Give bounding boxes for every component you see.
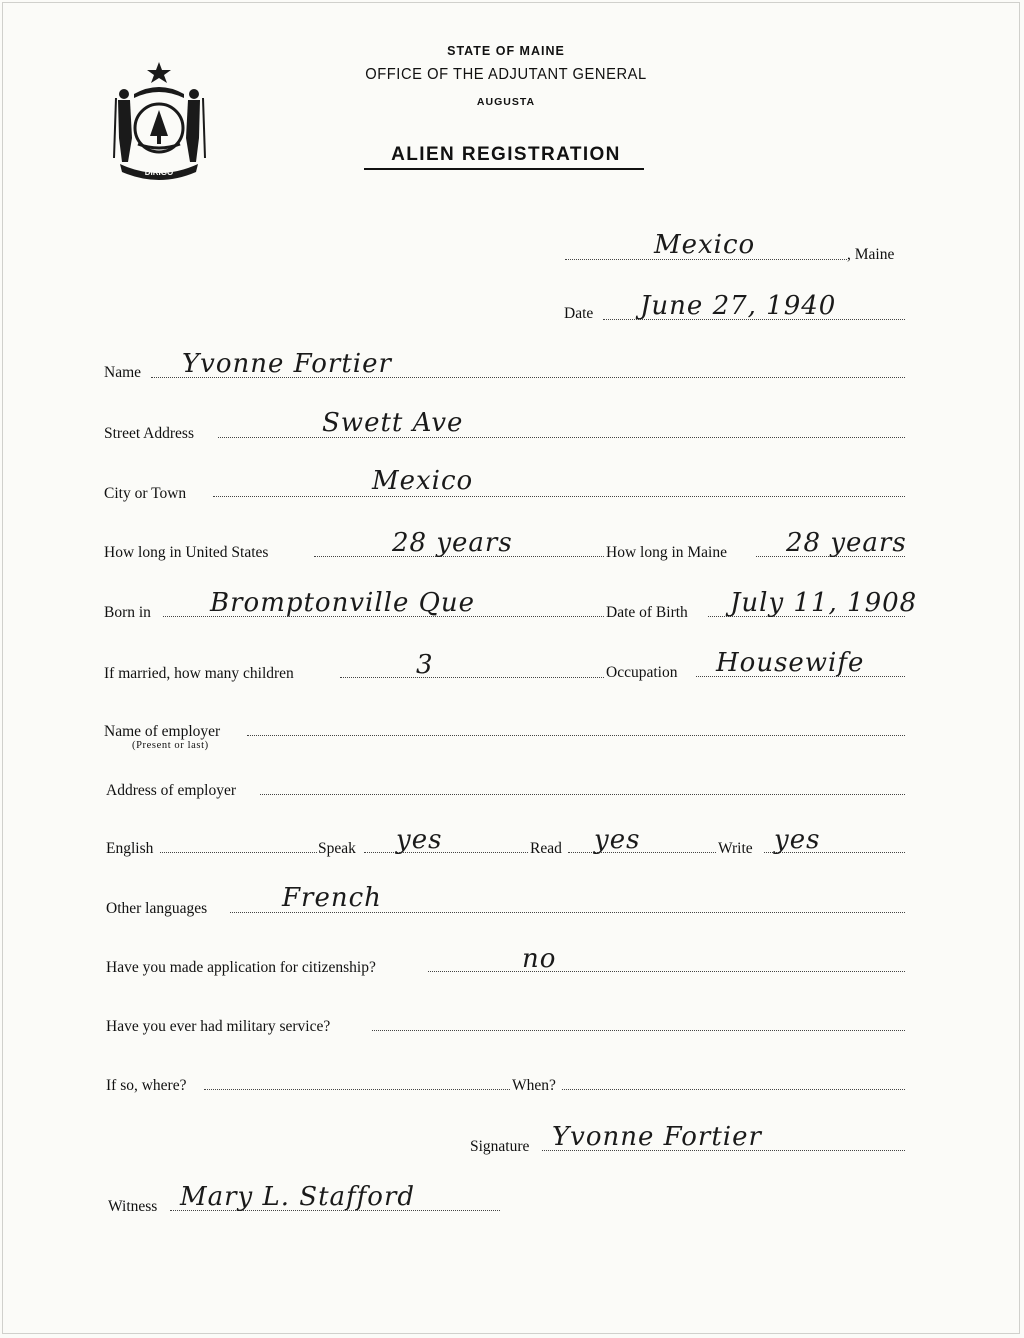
read-line — [568, 852, 716, 853]
witness-entry: Mary L. Stafford — [180, 1182, 416, 1212]
citizenship-label: Have you made application for citizenship? — [106, 959, 376, 976]
dob-entry: July 11, 1908 — [730, 588, 918, 618]
maine-seal-icon — [106, 58, 212, 182]
years-us-entry: 28 years — [392, 528, 513, 558]
english-label: English — [106, 840, 154, 857]
speak-label: Speak — [318, 840, 356, 857]
dob-label: Date of Birth — [606, 604, 688, 621]
street-label: Street Address — [104, 425, 194, 442]
town-entry: Mexico — [654, 230, 756, 260]
write-label: Write — [718, 840, 753, 857]
employer-label: Name of employer — [104, 723, 221, 740]
military-line — [372, 1030, 905, 1031]
years-maine-entry: 28 years — [786, 528, 907, 558]
occupation-entry: Housewife — [716, 648, 865, 678]
born-label: Born in — [104, 604, 151, 621]
children-label: If married, how many children — [104, 665, 294, 682]
citizenship-line — [428, 971, 905, 972]
children-line — [340, 677, 604, 678]
witness-label: Witness — [108, 1198, 158, 1215]
seal-motto: DIRIGO — [144, 168, 174, 177]
employer-line — [247, 735, 905, 736]
employer-address-label: Address of employer — [106, 782, 236, 799]
office-heading: OFFICE OF THE ADJUTANT GENERAL — [365, 66, 647, 83]
date-label: Date — [564, 305, 594, 322]
city-heading: AUGUSTA — [476, 96, 536, 108]
born-entry: Bromptonville Que — [210, 588, 476, 618]
when-line — [562, 1089, 905, 1090]
name-entry: Yvonne Fortier — [182, 349, 392, 379]
title-underline — [364, 168, 644, 170]
citizenship-entry: no — [522, 944, 557, 974]
street-entry: Swett Ave — [322, 408, 464, 438]
read-label: Read — [530, 840, 562, 857]
city-entry: Mexico — [372, 466, 474, 496]
town-suffix-label: , Maine — [847, 246, 895, 263]
military-label: Have you ever had military service? — [106, 1018, 331, 1035]
years-us-label: How long in United States — [104, 544, 269, 561]
years-maine-label: How long in Maine — [606, 544, 727, 561]
city-label: City or Town — [104, 485, 187, 502]
when-label: When? — [512, 1077, 556, 1094]
other-languages-label: Other languages — [106, 900, 208, 917]
read-entry: yes — [594, 825, 641, 855]
where-line — [204, 1089, 510, 1090]
employer-address-line — [260, 794, 905, 795]
write-entry: yes — [774, 825, 821, 855]
date-entry: June 27, 1940 — [640, 291, 837, 321]
where-label: If so, where? — [106, 1077, 187, 1094]
other-languages-entry: French — [282, 883, 382, 913]
employer-note: (Present or last) — [132, 740, 209, 751]
name-label: Name — [104, 364, 142, 381]
occupation-label: Occupation — [606, 664, 678, 681]
signature-entry: Yvonne Fortier — [552, 1122, 762, 1152]
speak-line — [364, 852, 528, 853]
state-heading: STATE OF MAINE — [447, 44, 565, 58]
english-line — [160, 852, 317, 853]
city-line — [213, 496, 905, 497]
children-entry: 3 — [416, 650, 434, 680]
speak-entry: yes — [396, 825, 443, 855]
signature-label: Signature — [470, 1138, 530, 1155]
form-title: ALIEN REGISTRATION — [391, 144, 621, 165]
